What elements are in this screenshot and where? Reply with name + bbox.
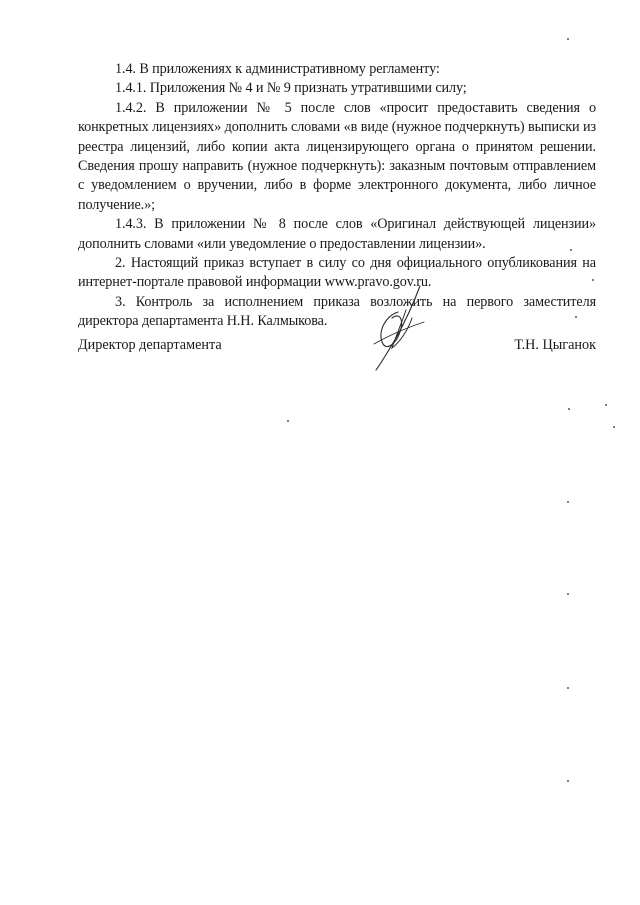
scan-speck	[287, 420, 289, 422]
signatory-name: Т.Н. Цыганок	[514, 337, 596, 353]
scan-speck	[605, 404, 607, 406]
scan-speck	[567, 687, 569, 689]
paragraph-2: 2. Настоящий приказ вступает в силу со дня официального опубликования на интернет-портале правовой информации www.pravo.gov.ru.	[78, 255, 596, 291]
scan-speck	[567, 501, 569, 503]
signatory-title: Директор департамента	[78, 337, 222, 353]
scan-speck	[567, 780, 569, 782]
paragraph-1-4-2: 1.4.2. В приложении № 5 после слов «просит предоставить сведения о конкретных лицензиях» дополнить словами «в виде (нужное подчеркнуть) выписки из реестра лицензий, либо копии акта лицензирующего органа о принятом решении. Сведения прошу направить (нужное подчеркнуть): заказным почтовым отправлением с уведомлением о вручении, либо в форме электронного документа, либо личное получение.»;	[78, 99, 596, 213]
paragraph-1-4-3: 1.4.3. В приложении № 8 после слов «Оригинал действующей лицензии» дополнить словами «или уведомление о предоставлении лицензии».	[78, 216, 596, 252]
scan-speck	[568, 408, 570, 410]
paragraph-3: 3. Контроль за исполнением приказа возложить на первого заместителя директора департамента Н.Н. Калмыкова.	[78, 293, 596, 330]
scan-speck	[567, 38, 569, 40]
scan-speck	[592, 279, 594, 281]
handwritten-signature	[362, 282, 434, 374]
paragraph-1-4-1: 1.4.1. Приложения № 4 и № 9 признать утратившими силу;	[115, 80, 467, 97]
scan-speck	[613, 426, 615, 428]
paragraph-1-4: 1.4. В приложениях к административному регламенту:	[115, 61, 440, 77]
scan-speck	[567, 593, 569, 595]
scan-speck	[575, 316, 577, 318]
scan-speck	[570, 249, 572, 251]
document-body	[78, 60, 596, 332]
